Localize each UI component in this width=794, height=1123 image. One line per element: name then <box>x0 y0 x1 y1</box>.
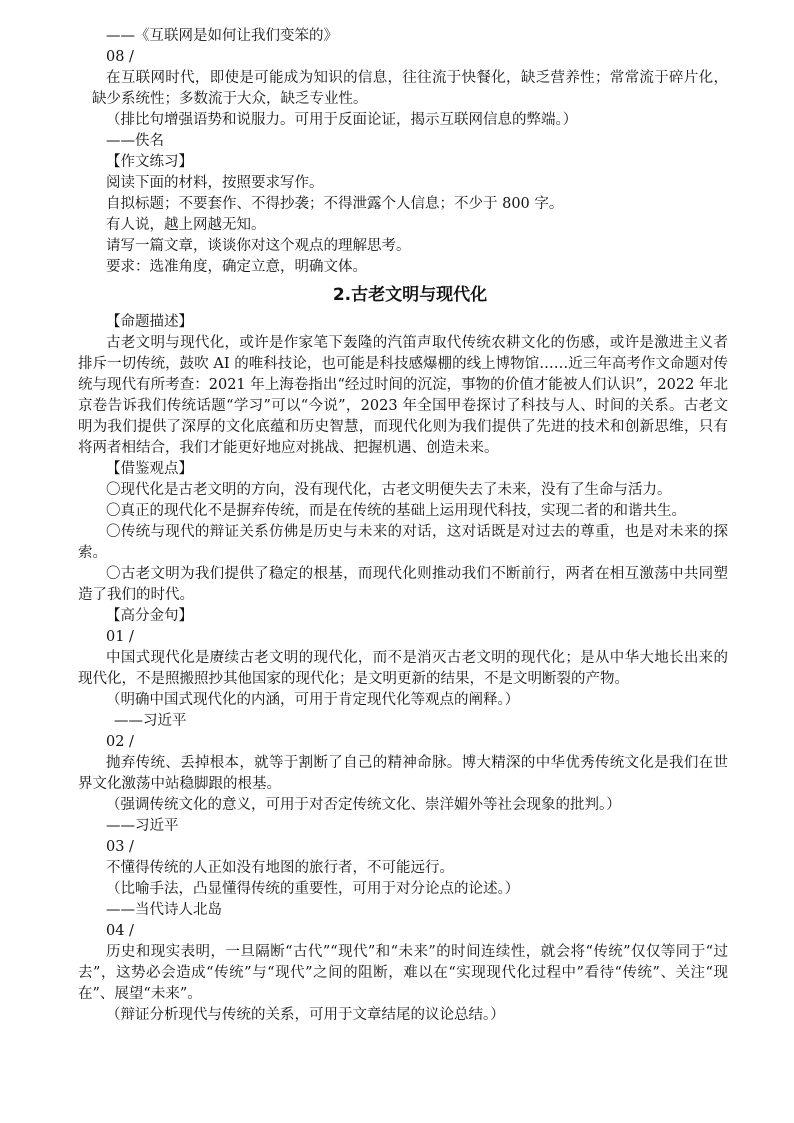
practice-line: 自拟标题；不要套作、不得抄袭；不得泄露个人信息；不少于 800 字。 <box>106 196 564 212</box>
quote-number: 08 / <box>106 49 134 65</box>
practice-label: 【作文练习】 <box>106 154 193 170</box>
practice-line: 要求：选准角度，确定立意，明确文体。 <box>106 259 367 275</box>
practice-line: 阅读下面的材料，按照要求写作。 <box>106 175 324 191</box>
section-title: 2.古老文明与现代化 <box>332 285 488 305</box>
quotes-label: 【高分金句】 <box>106 608 193 624</box>
desc-label: 【命题描述】 <box>106 314 193 330</box>
quote-note: （比喻手法，凸显懂得传统的重要性，可用于对分论点的论述。） <box>106 881 520 897</box>
quote-number: 02 / <box>106 734 134 750</box>
quote-note: （明确中国式现代化的内涵，可用于肯定现代化等观点的阐释。） <box>106 692 520 708</box>
desc-text: 古老文明与现代化，或许是作家笔下轰隆的汽笛声取代传统农耕文化的伤感，或许是激进主义者排斥一切传统，鼓吹 AI 的唯科技论，也可能是科技感爆棚的线上博物馆……近三年高考作文命题对传统与现代有所考查：2021 年上海卷指出“经过时间的沉淀，事物的价值才能被人们认识”，2022 年北京卷告诉我们传统话题“学习”可以“今说”，2023 年全国甲卷探讨了科技与人、时间的关系。古老文明为我们提供了深厚的文化底蕴和历史智慧，而现代化则为我们提供了先进的技术和创新思维，只有将两者相结合，我们才能更好地应对挑战、把握机遇、创造未来。 <box>78 335 728 456</box>
source-line: ——《互联网是如何让我们变笨的》 <box>106 28 338 44</box>
quote-source: ——当代诗人北岛 <box>106 902 222 918</box>
quote-source: ——习近平 <box>114 713 187 729</box>
quote-source: ——佚名 <box>106 133 164 149</box>
view-item: 〇现代化是古老文明的方向，没有现代化，古老文明便失去了未来，没有了生命与活力。 <box>106 482 672 498</box>
quote-note: （辩证分析现代与传统的关系，可用于文章结尾的议论总结。） <box>106 1007 505 1023</box>
practice-line: 请写一篇文章，谈谈你对这个观点的理解思考。 <box>106 238 411 254</box>
quote-source: ——习近平 <box>106 818 179 834</box>
quote-text: 中国式现代化是赓续古老文明的现代化，而不是消灭古老文明的现代化；是从中华大地长出来的现代化，不是照搬照抄其他国家的现代化；是文明更新的结果，不是文明断裂的产物。 <box>78 650 728 687</box>
quote-text: 抛弃传统、丢掉根本，就等于割断了自己的精神命脉。博大精深的中华优秀传统文化是我们在世界文化激荡中站稳脚跟的根基。 <box>78 755 728 792</box>
quote-text: 不懂得传统的人正如没有地图的旅行者，不可能远行。 <box>106 860 454 876</box>
quote-text: 历史和现实表明，一旦隔断“古代”“现代”和“未来”的时间连续性，就会将“传统”仅仅等同于“过去”，这势必会造成“传统”与“现代”之间的阻断，难以在“实现现代化过程中”看待“传统”、关注“现在”、展望“未来”。 <box>78 944 728 1002</box>
practice-line: 有人说，越上网越无知。 <box>106 217 266 233</box>
view-item: 〇传统与现代的辩证关系仿佛是历史与未来的对话，这对话既是对过去的尊重，也是对未来的探索。 <box>78 524 728 561</box>
quote-text: 在互联网时代，即使是可能成为知识的信息，往往流于快餐化，缺乏营养性；常常流于碎片化，缺少系统性；多数流于大众，缺乏专业性。 <box>92 70 728 107</box>
quote-number: 04 / <box>106 923 134 939</box>
quote-note: （强调传统文化的意义，可用于对否定传统文化、崇洋媚外等社会现象的批判。） <box>106 797 621 813</box>
quote-note: （排比句增强语势和说服力。可用于反面论证，揭示互联网信息的弊端。） <box>106 112 578 128</box>
quote-number: 01 / <box>106 629 134 645</box>
views-label: 【借鉴观点】 <box>106 461 193 477</box>
quote-number: 03 / <box>106 839 134 855</box>
view-item: 〇真正的现代化不是摒弃传统，而是在传统的基础上运用现代科技，实现二者的和谐共生。 <box>106 503 686 519</box>
view-item: 〇古老文明为我们提供了稳定的根基，而现代化则推动我们不断前行，两者在相互激荡中共同塑造了我们的时代。 <box>78 566 728 603</box>
